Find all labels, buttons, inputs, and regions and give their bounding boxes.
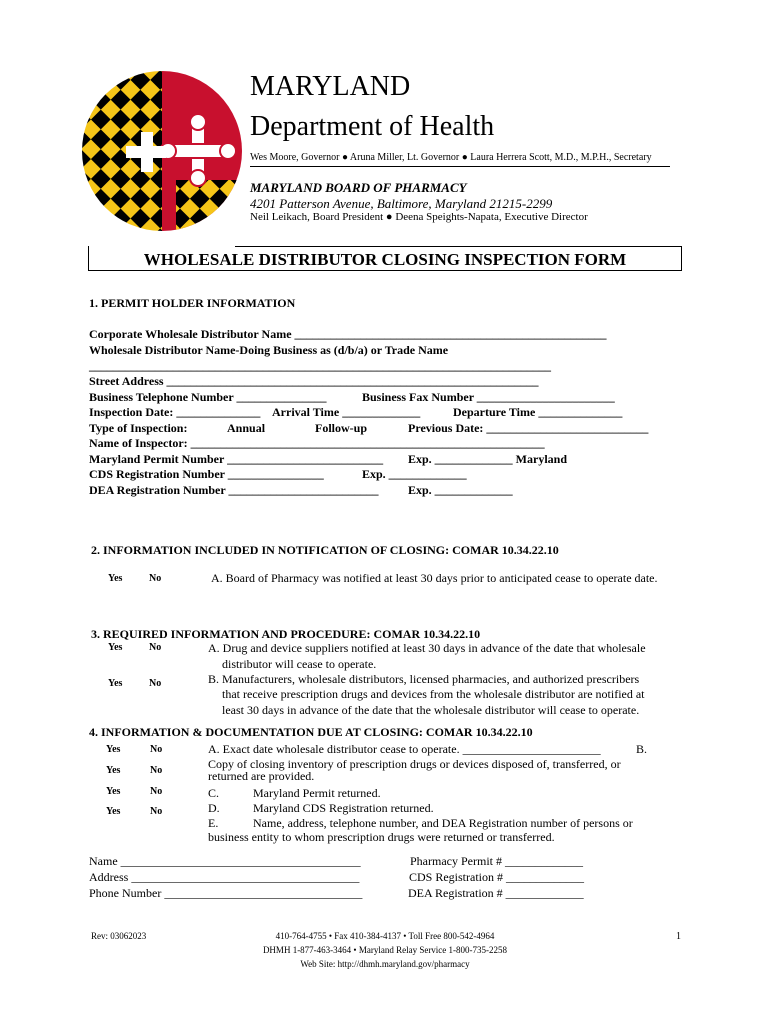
department-title: Department of Health	[250, 111, 495, 142]
s4a-yes-option[interactable]: Yes	[106, 744, 121, 755]
inspector-name-field[interactable]: Name of Inspector: ___________________________________________________________	[89, 436, 545, 450]
inspection-type-label: Type of Inspection:	[89, 421, 188, 435]
page-number: 1	[676, 931, 681, 942]
s4a-no-option[interactable]: No	[150, 744, 163, 755]
s3b-no-option[interactable]: No	[149, 678, 162, 689]
dea-registration-field[interactable]: DEA Registration Number _________________________	[89, 483, 379, 497]
section4-heading: 4. INFORMATION & DOCUMENTATION DUE AT CLOSING: COMAR 10.34.22.10	[89, 725, 533, 739]
s4-item-e-line1: Name, address, telephone number, and DEA Registration number of persons or	[253, 816, 633, 830]
dea-exp-field[interactable]: Exp. _____________	[408, 483, 513, 497]
section2-heading: 2. INFORMATION INCLUDED IN NOTIFICATION OF CLOSING: COMAR 10.34.22.10	[91, 543, 559, 557]
revision-label: Rev: 03062023	[91, 931, 147, 941]
s4c-no-option[interactable]: No	[150, 786, 163, 797]
contact-phone-field[interactable]: Phone Number _________________________________	[89, 886, 363, 900]
section3-heading: 3. REQUIRED INFORMATION AND PROCEDURE: COMAR 10.34.22.10	[91, 627, 481, 641]
s4b-yes-option[interactable]: Yes	[106, 765, 121, 776]
board-staff: Neil Leikach, Board President ● Deena Speights-Napata, Executive Director	[250, 211, 588, 223]
board-address: 4201 Patterson Avenue, Baltimore, Maryland 21215-2299	[250, 196, 553, 211]
state-title: MARYLAND	[250, 71, 411, 102]
footer-phone-line: 410-764-4755 • Fax 410-384-4137 • Toll Free 800-542-4964	[275, 931, 495, 941]
md-permit-exp-field[interactable]: Exp. _____________ Maryland	[408, 452, 568, 466]
s3-item-b-line3: least 30 days in advance of the date that the wholesale distributor will cease to operate.	[222, 703, 640, 717]
street-address-field[interactable]: Street Address ______________________________________________________________	[89, 374, 539, 388]
s4-item-c-label: C.	[208, 786, 220, 800]
footer-relay-line: DHMH 1-877-463-3464 • Maryland Relay Service 1-800-735-2258	[262, 945, 508, 955]
form-title-box	[88, 246, 682, 271]
cds-exp-field[interactable]: Exp. _____________	[362, 467, 467, 481]
s4d-yes-option[interactable]: Yes	[106, 806, 121, 817]
s3-item-a-line2: distributor will cease to operate.	[222, 657, 377, 671]
arrival-time-field[interactable]: Arrival Time _____________	[272, 405, 421, 419]
s4d-no-option[interactable]: No	[150, 806, 163, 817]
contact-address-field[interactable]: Address ______________________________________	[89, 870, 360, 884]
board-name: MARYLAND BOARD OF PHARMACY	[250, 180, 467, 195]
business-fax-field[interactable]: Business Fax Number _______________________	[362, 390, 615, 404]
s2-item-a: A. Board of Pharmacy was notified at least 30 days prior to anticipated cease to operate date.	[211, 571, 658, 585]
s3-item-a-line1: A. Drug and device suppliers notified at least 30 days in advance of the date that wholesale	[208, 641, 646, 655]
s4-item-e-line2: business entity to whom prescription drugs were returned or transferred.	[208, 830, 555, 844]
s4-item-e-label: E.	[208, 816, 219, 830]
s3a-yes-option[interactable]: Yes	[108, 642, 123, 653]
pharmacy-permit-field[interactable]: Pharmacy Permit # _____________	[410, 854, 583, 868]
dba-field[interactable]: _____________________________________________________________________________	[89, 359, 551, 373]
s2-yes-option[interactable]: Yes	[108, 573, 123, 584]
s4c-yes-option[interactable]: Yes	[106, 786, 121, 797]
departure-time-field[interactable]: Departure Time ______________	[453, 405, 623, 419]
md-permit-field[interactable]: Maryland Permit Number __________________________	[89, 452, 384, 466]
inspection-date-field[interactable]: Inspection Date: ______________	[89, 405, 261, 419]
s3a-no-option[interactable]: No	[149, 642, 162, 653]
s4-item-b-line1: Copy of closing inventory of prescription drugs or devices disposed of, transferred, or	[208, 757, 621, 771]
corp-name-field[interactable]: Corporate Wholesale Distributor Name ____________________________________________________	[89, 327, 607, 341]
dba-label: Wholesale Distributor Name-Doing Business as (d/b/a) or Trade Name	[89, 343, 449, 357]
cds-registration-number-field[interactable]: CDS Registration # _____________	[409, 870, 585, 884]
cds-registration-field[interactable]: CDS Registration Number ________________	[89, 467, 324, 481]
s3b-yes-option[interactable]: Yes	[108, 678, 123, 689]
s3-item-b-line2: that receive prescription drugs and devices from the wholesale distributor are notified at	[222, 687, 645, 701]
officials-line: Wes Moore, Governor ● Aruna Miller, Lt. Governor ● Laura Herrera Scott, M.D., M.P.H., Secretary	[250, 152, 652, 163]
form-title: WHOLESALE DISTRIBUTOR CLOSING INSPECTION FORM	[143, 250, 627, 269]
maryland-flag-logo	[81, 70, 243, 232]
s3-item-b-line1: B. Manufacturers, wholesale distributors, licensed pharmacies, and authorized prescribers	[208, 672, 640, 686]
s4-item-d-label: D.	[208, 801, 220, 815]
annual-option[interactable]: Annual	[227, 421, 266, 435]
s4-item-d: Maryland CDS Registration returned.	[253, 801, 434, 815]
s4-item-a[interactable]: A. Exact date wholesale distributor cease to operate. _______________________	[208, 742, 601, 756]
s4b-no-option[interactable]: No	[150, 765, 163, 776]
header-rule	[250, 166, 670, 167]
footer-website: Web Site: http://dhmh.maryland.gov/pharmacy	[300, 959, 470, 969]
contact-name-field[interactable]: Name ________________________________________	[89, 854, 361, 868]
followup-option[interactable]: Follow-up	[315, 421, 368, 435]
dea-registration-number-field[interactable]: DEA Registration # _____________	[408, 886, 584, 900]
s4-item-c: Maryland Permit returned.	[253, 786, 381, 800]
section1-heading: 1. PERMIT HOLDER INFORMATION	[89, 296, 296, 310]
business-phone-field[interactable]: Business Telephone Number _______________	[89, 390, 327, 404]
s4-item-b-line2: returned are provided.	[208, 769, 315, 783]
s2-no-option[interactable]: No	[149, 573, 162, 584]
previous-date-field[interactable]: Previous Date: ___________________________	[408, 421, 649, 435]
s4-item-b-label: B.	[636, 742, 648, 756]
